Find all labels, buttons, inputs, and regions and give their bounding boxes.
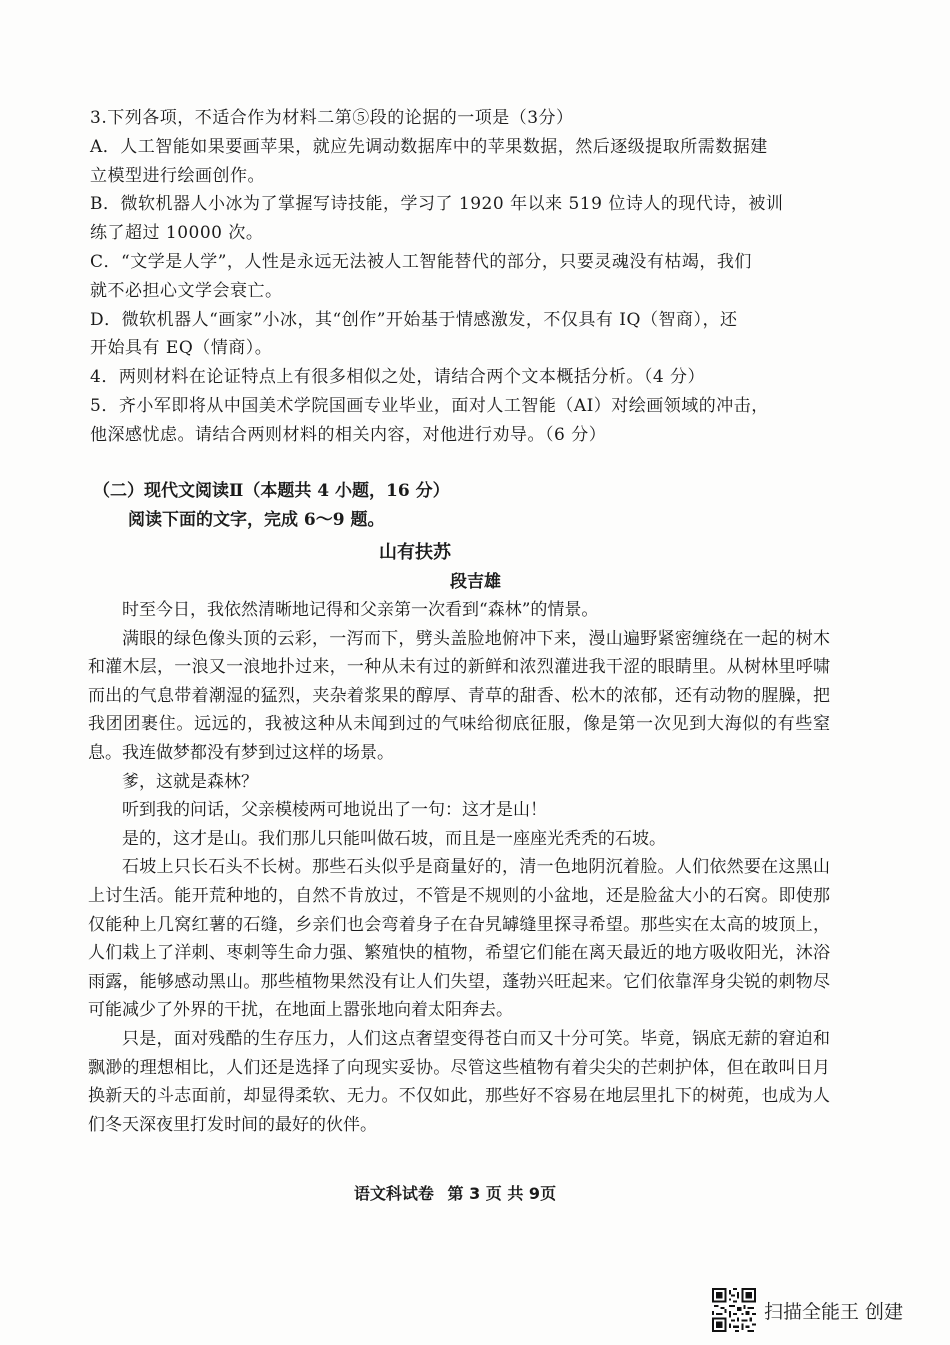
essay-paragraph: 只是，面对残酷的生存压力，人们这点奢望变得苍白而又十分可笑。毕竟，锅底无薪的窘迫和飘渺的理想相比，人们还是选择了向现实妥协。尽管这些植物有着尖尖的芒刺护体，但在敢叫日月换新天的斗志面前，却显得柔软、无力。不仅如此，那些好不容易在地层里扎下的树蔸，也成为人们冬天深夜里打发时间的最好的伙伴。	[88, 1028, 830, 1135]
essay-author: 段吉雄	[450, 572, 501, 592]
option-a-line-2: 立模型进行绘画创作。	[90, 165, 265, 186]
qr-code-icon	[712, 1288, 756, 1332]
question-5-line-1: 5．齐小军即将从中国美术学院国画专业毕业，面对人工智能（AI）对绘画领域的冲击，	[90, 395, 769, 416]
question-5-line-2: 他深感忧虑。请结合两则材料的相关内容，对他进行劝导。（6 分）	[90, 424, 607, 445]
essay-paragraph: 时至今日，我依然清晰地记得和父亲第一次看到“森林”的情景。	[122, 600, 599, 620]
essay-paragraph: 爹，这就是森林？	[122, 771, 258, 792]
essay-body	[88, 596, 830, 1139]
footer-subject: 语文科试卷	[353, 1184, 434, 1203]
essay-paragraph: 是的，这才是山。我们那儿只能叫做石坡，而且是一座座光秃秃的石坡。	[122, 828, 666, 849]
question-3-stem: 3.下列各项，不适合作为材料二第⑤段的论据的一项是（3分）	[90, 108, 574, 128]
scanner-label: 扫描全能王 创建	[764, 1300, 904, 1323]
option-c-line-1: C．“文学是人学”，人性是永远无法被人工智能替代的部分，只要灵魂没有枯竭，我们	[90, 251, 752, 272]
page-footer	[0, 1182, 950, 1206]
scanner-watermark	[712, 1288, 903, 1332]
section-header: （二）现代文阅读Ⅱ（本题共 4 小题，16 分）	[93, 481, 450, 501]
option-d-line-1: D．微软机器人“画家”小冰，其“创作”开始基于情感激发，不仅具有 IQ（智商），还	[90, 309, 738, 330]
option-d-line-2: 开始具有 EQ（情商）。	[90, 338, 273, 359]
essay-paragraph: 满眼的绿色像头顶的云彩，一泻而下，劈头盖脸地俯冲下来，漫山遍野紧密缠绕在一起的树木和灌木层，一浪又一浪地扑过来，一种从未有过的新鲜和浓烈灌进我干涩的眼睛里。从树林里呼啸而出的气息带着潮湿的猛烈，夹杂着浆果的醇厚、青草的甜香、松木的浓郁，还有动物的腥臊，把我团团裹住。远远的，我被这种从未闻到过的气味给彻底征服，像是第一次见到大海似的有些窒息。我连做梦都没有梦到过这样的场景。	[88, 628, 830, 763]
question-4: 4．两则材料在论证特点上有很多相似之处，请结合两个文本概括分析。（4 分）	[90, 367, 706, 388]
essay-paragraph: 石坡上只长石头不长树。那些石头似乎是商量好的，清一色地阴沉着脸。人们依然要在这黑山上讨生活。能开荒种地的，自然不肯放过，不管是不规则的小盆地，还是脸盆大小的石窝。即使那仅能种上几窝红薯的石缝，乡亲们也会弯着身子在旮旯罅缝里探寻希望。那些实在太高的坡顶上，人们栽上了洋刺、枣刺等生命力强、繁殖快的植物，希望它们能在离天最近的地方吸收阳光，沐浴雨露，能够感动黑山。那些植物果然没有让人们失望，蓬勃兴旺起来。它们依靠浑身尖锐的刺物尽可能减少了外界的干扰，在地面上嚣张地向着太阳奔去。	[88, 857, 830, 1021]
question-block	[90, 104, 830, 450]
essay-title: 山有扶苏	[379, 542, 451, 563]
reading-instruction: 阅读下面的文字，完成 6～9 题。	[128, 510, 385, 530]
option-a-line-1: A．人工智能如果要画苹果，就应先调动数据库中的苹果数据，然后逐级提取所需数据建	[90, 136, 768, 157]
essay-paragraph: 听到我的问话，父亲模棱两可地说出了一句：这才是山！	[122, 800, 547, 821]
option-b-line-1: B．微软机器人小冰为了掌握写诗技能，学习了 1920 年以来 519 位诗人的现代诗，被训	[90, 194, 784, 215]
footer-page-number: 第 3 页 共 9页	[447, 1184, 557, 1203]
option-c-line-2: 就不必担心文学会衰亡。	[90, 280, 283, 301]
option-b-line-2: 练了超过 10000 次。	[90, 223, 264, 244]
